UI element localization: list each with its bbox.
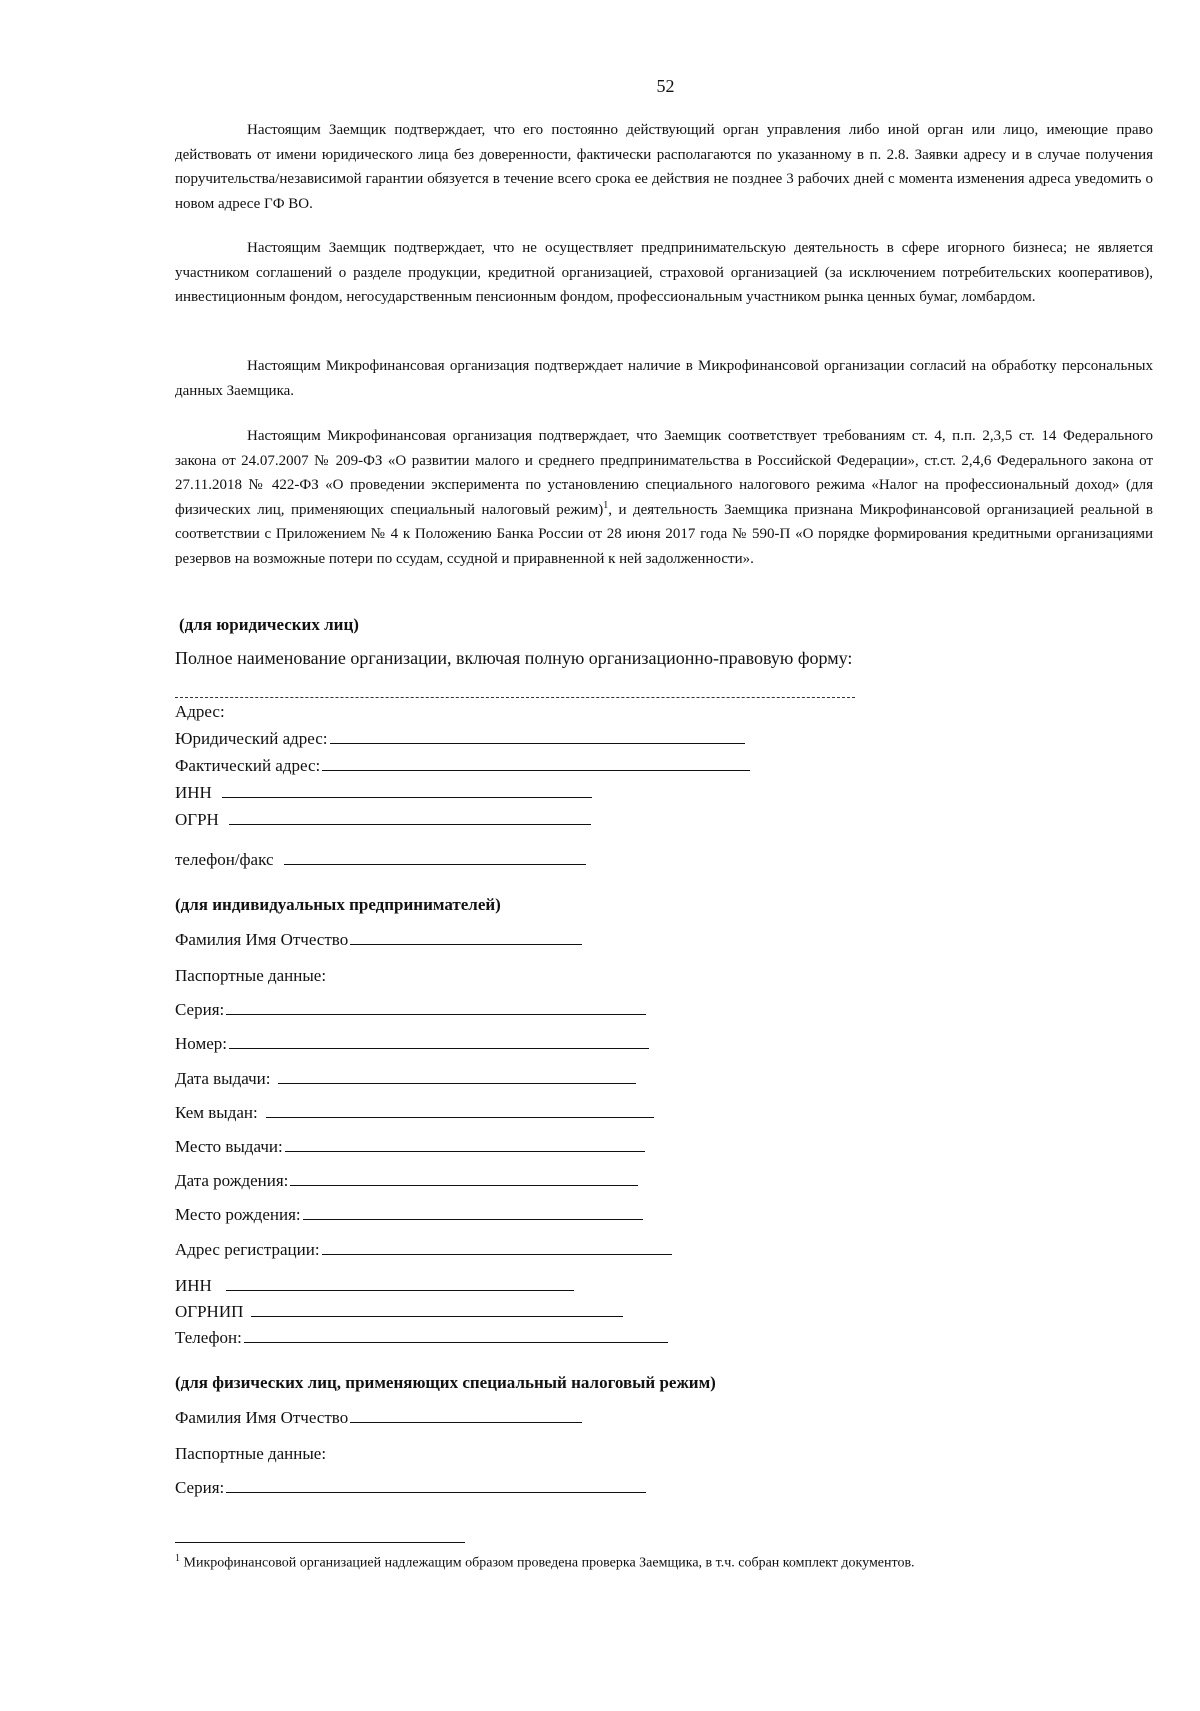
ip-issued-by-label: Кем выдан:	[175, 1103, 258, 1122]
ip-issue-place-field[interactable]	[285, 1137, 645, 1152]
ip-series-label: Серия:	[175, 1000, 225, 1019]
inn-row	[175, 783, 592, 803]
ogrn-field[interactable]	[229, 810, 591, 825]
se-series-field[interactable]	[226, 1478, 646, 1493]
ip-inn-row	[175, 1276, 574, 1296]
footnote-separator	[175, 1542, 465, 1543]
ip-number-row	[175, 1034, 649, 1054]
ip-passport-label: Паспортные данные:	[175, 966, 327, 985]
ip-ogrnip-label: ОГРНИП	[175, 1302, 244, 1321]
se-fio-row	[175, 1408, 582, 1428]
ip-birth-place-row	[175, 1205, 643, 1225]
phone-fax-field[interactable]	[284, 850, 586, 865]
se-passport-label: Паспортные данные:	[175, 1444, 327, 1463]
footnote	[175, 1553, 915, 1572]
ip-number-field[interactable]	[229, 1034, 649, 1049]
compliance-text-before: Настоящим Микрофинансовая организация подтверждает, что Заемщик соответствует требованиям ст. 4, п.п. 2,3,5 ст. 14 Федерального закона от 24.07.2007 № 209-ФЗ «О развитии малого и среднего предпринимательства в Российской Федерации», ст.ст. 2,4,6 Федерального закона от 27.11.2018 № 422-ФЗ «О проведении эксперимента по установлению специального налогового режима «Налог на профессиональный доход» (для физических лиц, применяющих специальный налоговый режим)	[175, 428, 1153, 518]
ip-issue-place-row	[175, 1137, 645, 1157]
ip-fio-field[interactable]	[350, 930, 582, 945]
ip-fio-label: Фамилия Имя Отчество	[175, 930, 349, 949]
ip-reg-address-field[interactable]	[322, 1240, 672, 1255]
ip-fio-row	[175, 930, 582, 950]
ip-issue-date-row	[175, 1069, 636, 1089]
actual-address-row	[175, 756, 750, 776]
ip-reg-address-row	[175, 1240, 672, 1260]
ip-inn-label: ИНН	[175, 1276, 212, 1295]
phone-fax-row	[175, 850, 586, 870]
ip-issue-date-label: Дата выдачи:	[175, 1069, 271, 1088]
paragraph-address-confirmation: Настоящим Заемщик подтверждает, что его постоянно действующий орган управления либо иной орган или лицо, имеющие право действовать от имени юридического лица без доверенности, фактически располагаются по указанному в п. 2.8. Заявки адресу и в случае получения поручительства/независимой гарантии обязуется в течение всего срока ее действия не позднее 3 рабочих дней с момента изменения адреса уведомить о новом адресе ГФ ВО.	[175, 122, 1153, 212]
ip-ogrnip-row	[175, 1302, 623, 1322]
footnote-number: 1	[175, 1553, 180, 1564]
paragraph-compliance-confirmation	[175, 424, 1153, 571]
phone-fax-label: телефон/факс	[175, 850, 274, 869]
ogrn-label: ОГРН	[175, 810, 219, 829]
ip-series-field[interactable]	[226, 1000, 646, 1015]
address-label: Адрес:	[175, 702, 225, 721]
ip-series-row	[175, 1000, 646, 1020]
full-name-field[interactable]	[175, 697, 855, 698]
se-fio-label: Фамилия Имя Отчество	[175, 1408, 349, 1427]
self-employed-heading: (для физических лиц, применяющих специальный налоговый режим)	[175, 1373, 716, 1392]
inn-field[interactable]	[222, 783, 592, 798]
legal-address-label: Юридический адрес:	[175, 729, 328, 748]
ip-issue-place-label: Место выдачи:	[175, 1137, 283, 1156]
ip-birth-date-label: Дата рождения:	[175, 1171, 289, 1190]
ip-birth-place-field[interactable]	[303, 1205, 643, 1220]
ip-number-label: Номер:	[175, 1034, 227, 1053]
legal-address-row	[175, 729, 745, 749]
actual-address-field[interactable]	[322, 756, 750, 771]
ip-phone-row	[175, 1328, 668, 1348]
ip-issued-by-field[interactable]	[266, 1103, 654, 1118]
ogrn-row	[175, 810, 591, 830]
actual-address-label: Фактический адрес:	[175, 756, 321, 775]
legal-entity-heading: (для юридических лиц)	[179, 615, 359, 634]
entrepreneur-heading: (для индивидуальных предпринимателей)	[175, 895, 501, 914]
ip-reg-address-label: Адрес регистрации:	[175, 1240, 320, 1259]
compliance-text-after: , и деятельность Заемщика признана Микрофинансовой организацией реальной в соответствии с Приложением № 4 к Положению Банка России от 28 июня 2017 года № 590-П «О порядке формирования кредитными организациями резервов на возможные потери по ссудам, ссудной и приравненной к ней задолженности».	[175, 501, 1153, 567]
footnote-marker: 1	[603, 499, 609, 511]
full-name-label: Полное наименование организации, включая полную организационно-правовую форму:	[175, 648, 853, 668]
se-series-label: Серия:	[175, 1478, 225, 1497]
ip-birth-date-field[interactable]	[290, 1171, 638, 1186]
legal-address-field[interactable]	[330, 729, 745, 744]
ip-phone-label: Телефон:	[175, 1328, 242, 1347]
ip-phone-field[interactable]	[244, 1328, 668, 1343]
ip-issue-date-field[interactable]	[278, 1069, 636, 1084]
ip-ogrnip-field[interactable]	[251, 1302, 623, 1317]
se-series-row	[175, 1478, 646, 1498]
ip-birth-date-row	[175, 1171, 638, 1191]
ip-birth-place-label: Место рождения:	[175, 1205, 301, 1224]
ip-issued-by-row	[175, 1103, 654, 1123]
inn-label: ИНН	[175, 783, 212, 802]
footnote-text: Микрофинансовой организацией надлежащим образом проведена проверка Заемщика, в т.ч. собран комплект документов.	[183, 1555, 915, 1571]
paragraph-business-confirmation: Настоящим Заемщик подтверждает, что не осуществляет предпринимательскую деятельность в сфере игорного бизнеса; не является участником соглашений о разделе продукции, кредитной организацией, страховой организацией (за исключением потребительских кооперативов), инвестиционным фондом, негосударственным пенсионным фондом, профессиональным участником рынка ценных бумаг, ломбардом.	[175, 240, 1153, 305]
ip-inn-field[interactable]	[226, 1276, 574, 1291]
se-fio-field[interactable]	[350, 1408, 582, 1423]
paragraph-personal-data-consent: Настоящим Микрофинансовая организация подтверждает наличие в Микрофинансовой организации согласий на обработку персональных данных Заемщика.	[175, 358, 1153, 399]
page-number: 52	[656, 76, 675, 96]
